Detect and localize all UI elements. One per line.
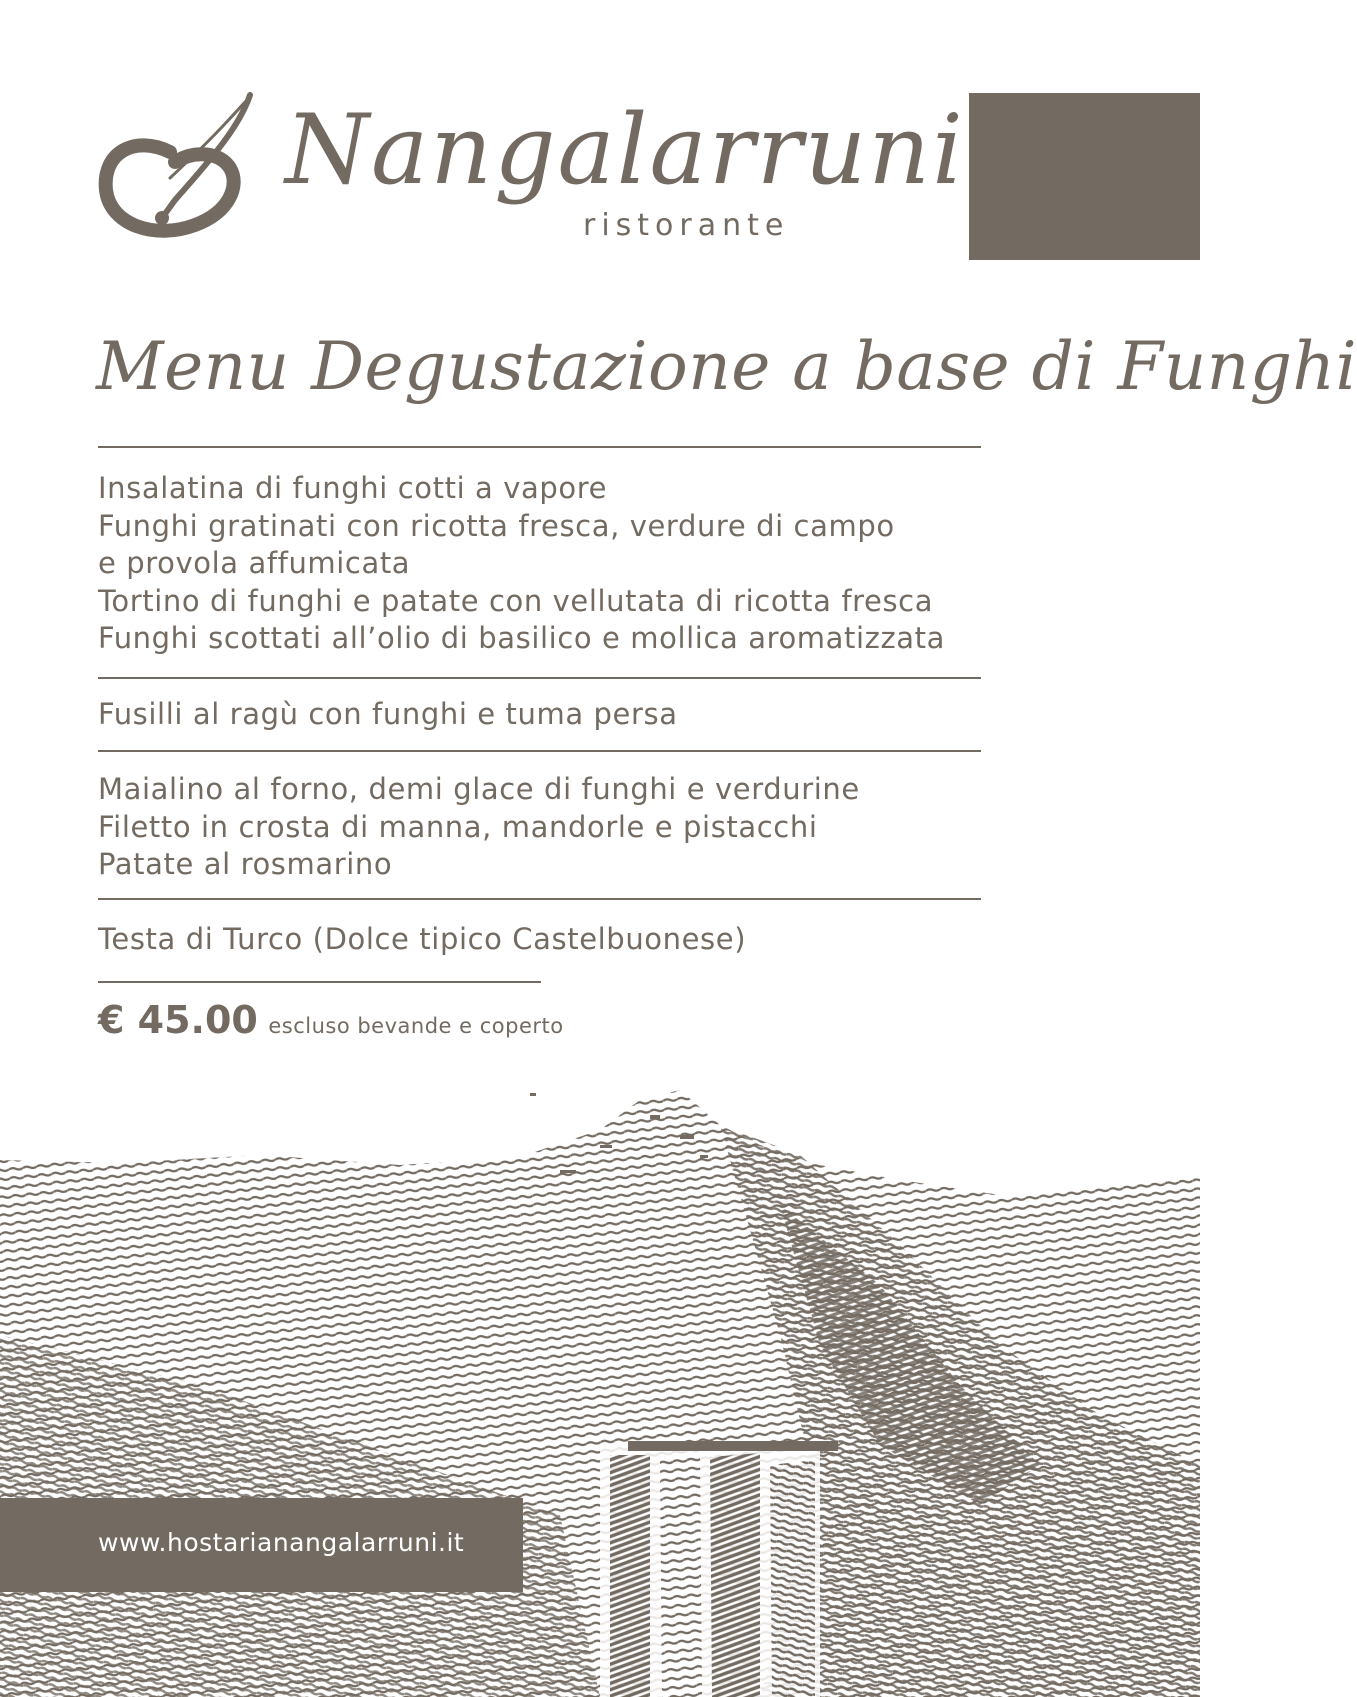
corner-decoration: [969, 93, 1200, 260]
mountain-engraving: [0, 1085, 1200, 1697]
menu-item: Testa di Turco (Dolce tipico Castelbuonese): [98, 922, 747, 956]
menu-item: Maialino al forno, demi glace di funghi e verdurine: [98, 772, 860, 806]
divider: [98, 898, 981, 900]
menu-item: Filetto in crosta di manna, mandorle e pistacchi: [98, 809, 818, 844]
brand-name: Nangalarruni: [285, 94, 965, 206]
website-link[interactable]: www.hostarianangalarruni.it: [98, 1528, 465, 1557]
restaurant-logo: [100, 90, 965, 260]
menu-item: Tortino di funghi e patate con vellutata di ricotta fresca: [98, 583, 934, 618]
menu-item: Patate al rosmarino: [98, 847, 393, 881]
divider: [98, 750, 981, 752]
price-amount: € 45.00: [98, 998, 258, 1042]
menu-item: Insalatina di funghi cotti a vapore: [98, 471, 608, 505]
primi-section: [98, 696, 678, 734]
divider-short: [98, 981, 541, 983]
secondi-section: [98, 771, 860, 884]
ring-with-quill-icon: [100, 90, 300, 260]
menu-item: Funghi scottati all’olio di basilico e mollica aromatizzata: [98, 621, 946, 655]
price-note: escluso bevande e coperto: [268, 1014, 564, 1038]
divider: [98, 446, 981, 448]
dolci-section: [98, 921, 746, 959]
price-row: [98, 998, 564, 1042]
ruin-structure: [600, 1441, 838, 1697]
brand-subtitle: ristorante: [583, 208, 790, 243]
menu-item: e provola affumicata: [98, 546, 411, 580]
menu-item: Fusilli al ragù con funghi e tuma persa: [98, 697, 678, 731]
menu-item: Funghi gratinati con ricotta fresca, verdure di campo: [98, 508, 895, 543]
divider: [98, 677, 981, 679]
menu-title: Menu Degustazione a base di Funghi: [96, 328, 1357, 405]
antipasti-section: [98, 470, 945, 658]
